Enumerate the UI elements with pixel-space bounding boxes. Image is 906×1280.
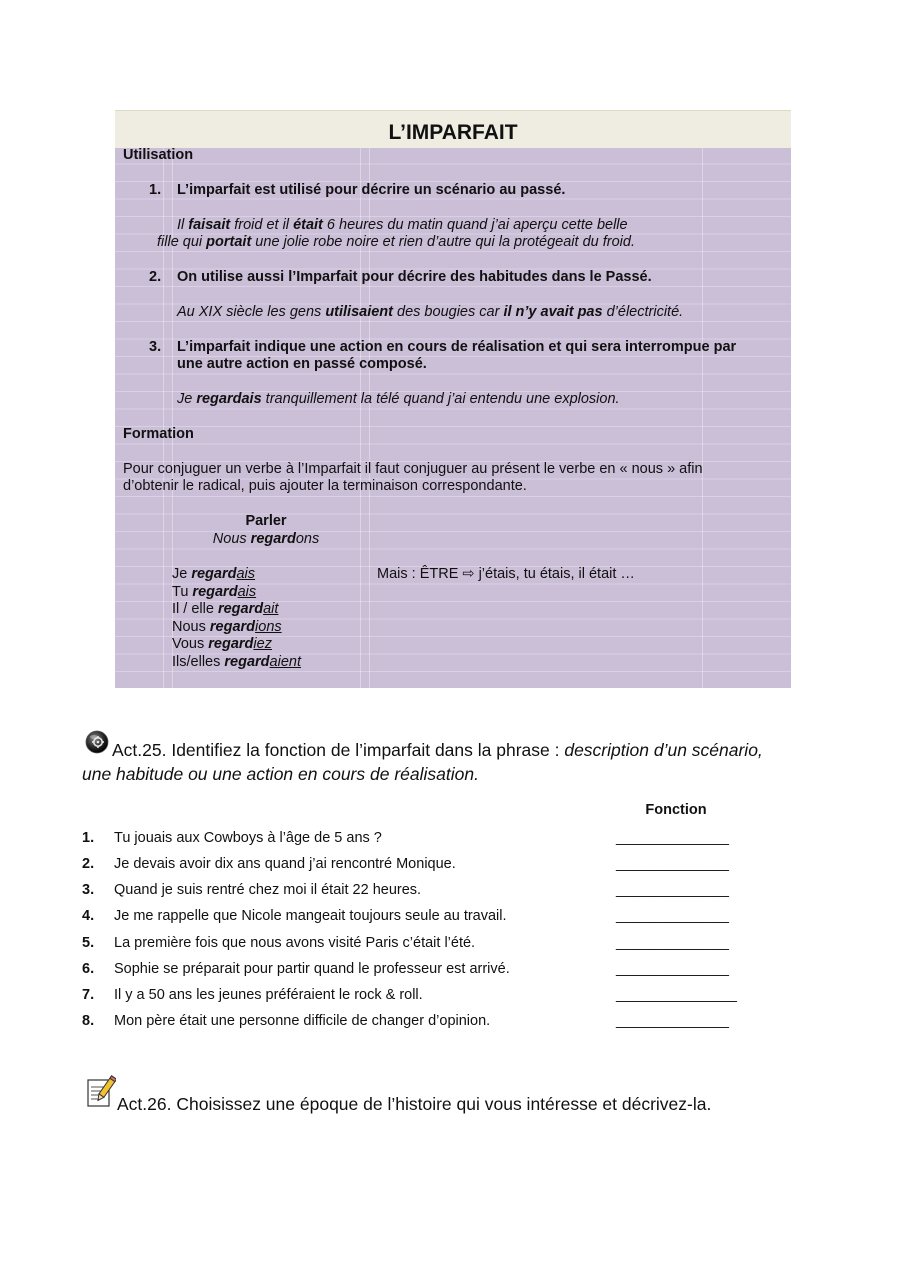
item-number: 2.	[82, 856, 95, 872]
act25-instruction-line-2: une habitude ou une action en cours de réalisation.	[82, 764, 479, 784]
conjugation-line: Je regardais	[172, 566, 256, 582]
item-number: 7.	[82, 987, 95, 1003]
rule-2-example: Au XIX siècle les gens utilisaient des bougies car il n’y avait pas d’électricité.	[177, 304, 684, 320]
conjugation-line: Tu regardais	[172, 583, 257, 600]
act25-instruction-line-1: Act.25. Identifiez la fonction de l’imparfait dans la phrase : description d’un scénario,	[112, 740, 763, 760]
rule-2-number: 2.	[149, 269, 162, 285]
exercise-item	[82, 935, 742, 955]
verb-title: Parler	[245, 513, 287, 529]
answer-blank[interactable]: ______________	[616, 961, 729, 977]
item-number: 1.	[82, 830, 95, 846]
exercise-item	[82, 856, 742, 876]
exercise-item	[82, 987, 742, 1007]
item-sentence: Mon père était une personne difficile de changer d’opinion.	[114, 1013, 491, 1029]
exercise-item	[82, 908, 742, 928]
formation-text-line-2: d’obtenir le radical, puis ajouter la terminaison correspondante.	[123, 478, 527, 494]
page-title: L’IMPARFAIT	[115, 110, 791, 148]
formation-heading: Formation	[123, 426, 194, 442]
item-sentence: Sophie se préparait pour partir quand le professeur est arrivé.	[114, 961, 510, 977]
conjugation-line: Nous regardions	[172, 618, 282, 635]
answer-blank[interactable]: ______________	[616, 830, 729, 846]
rule-3-text-line-1: L’imparfait indique une action en cours de réalisation et qui sera interrompue par	[177, 339, 737, 355]
item-sentence: Je me rappelle que Nicole mangeait toujours seule au travail.	[114, 908, 507, 924]
etre-note: Mais : ÊTRE ⇨ j’étais, tu étais, il était …	[377, 566, 635, 582]
gear-icon	[85, 730, 109, 754]
formation-text-line-1: Pour conjuguer un verbe à l’Imparfait il faut conjuguer au présent le verbe en « nous » afin	[123, 461, 703, 477]
pencil-icon	[86, 1075, 116, 1109]
answer-blank[interactable]: ______________	[616, 908, 729, 924]
grammar-box	[115, 110, 791, 688]
item-sentence: Tu jouais aux Cowboys à l’âge de 5 ans ?	[114, 830, 382, 846]
conjugation-line: Vous regardiez	[172, 636, 272, 652]
rule-1-text: L’imparfait est utilisé pour décrire un scénario au passé.	[177, 182, 566, 198]
rule-1-number: 1.	[149, 182, 162, 198]
rule-3-number: 3.	[149, 339, 162, 355]
rule-1-example-line-2: fille qui portait une jolie robe noire et rien d’autre qui la protégeait du froid.	[157, 234, 635, 250]
answer-blank[interactable]: ______________	[616, 882, 729, 898]
conjugation-line: Il / elle regardait	[172, 601, 279, 617]
item-number: 3.	[82, 882, 95, 898]
rule-2-text: On utilise aussi l’Imparfait pour décrire des habitudes dans le Passé.	[177, 269, 652, 285]
exercise-item	[82, 830, 742, 850]
item-sentence: Il y a 50 ans les jeunes préféraient le rock & roll.	[114, 987, 423, 1003]
item-sentence: La première fois que nous avons visité Paris c’était l’été.	[114, 935, 476, 951]
answer-blank[interactable]: _______________	[616, 987, 737, 1003]
answer-blank[interactable]: ______________	[616, 1013, 729, 1029]
item-sentence: Quand je suis rentré chez moi il était 22 heures.	[114, 882, 422, 898]
rule-3-text-line-2: une autre action en passé composé.	[177, 356, 427, 372]
exercise-item	[82, 961, 742, 981]
conjugation-line: Ils/elles regardaient	[172, 653, 301, 670]
utilisation-heading: Utilisation	[123, 147, 194, 163]
item-number: 8.	[82, 1013, 95, 1029]
answer-blank[interactable]: ______________	[616, 935, 729, 951]
item-number: 4.	[82, 908, 95, 924]
nous-form: Nous regardons	[212, 531, 320, 547]
exercise-item	[82, 882, 742, 902]
rule-3-example: Je regardais tranquillement la télé quand j’ai entendu une explosion.	[177, 391, 620, 407]
item-sentence: Je devais avoir dix ans quand j’ai rencontré Monique.	[114, 856, 456, 872]
rule-1-example-line-1: Il faisait froid et il était 6 heures du matin quand j’ai aperçu cette belle	[177, 217, 628, 233]
answer-blank[interactable]: ______________	[616, 856, 729, 872]
exercise-item	[82, 1013, 742, 1033]
act26-instruction: Act.26. Choisissez une époque de l’histoire qui vous intéresse et décrivez-la.	[117, 1094, 712, 1114]
fonction-column-header: Fonction	[645, 802, 707, 818]
item-number: 6.	[82, 961, 95, 977]
item-number: 5.	[82, 935, 95, 951]
